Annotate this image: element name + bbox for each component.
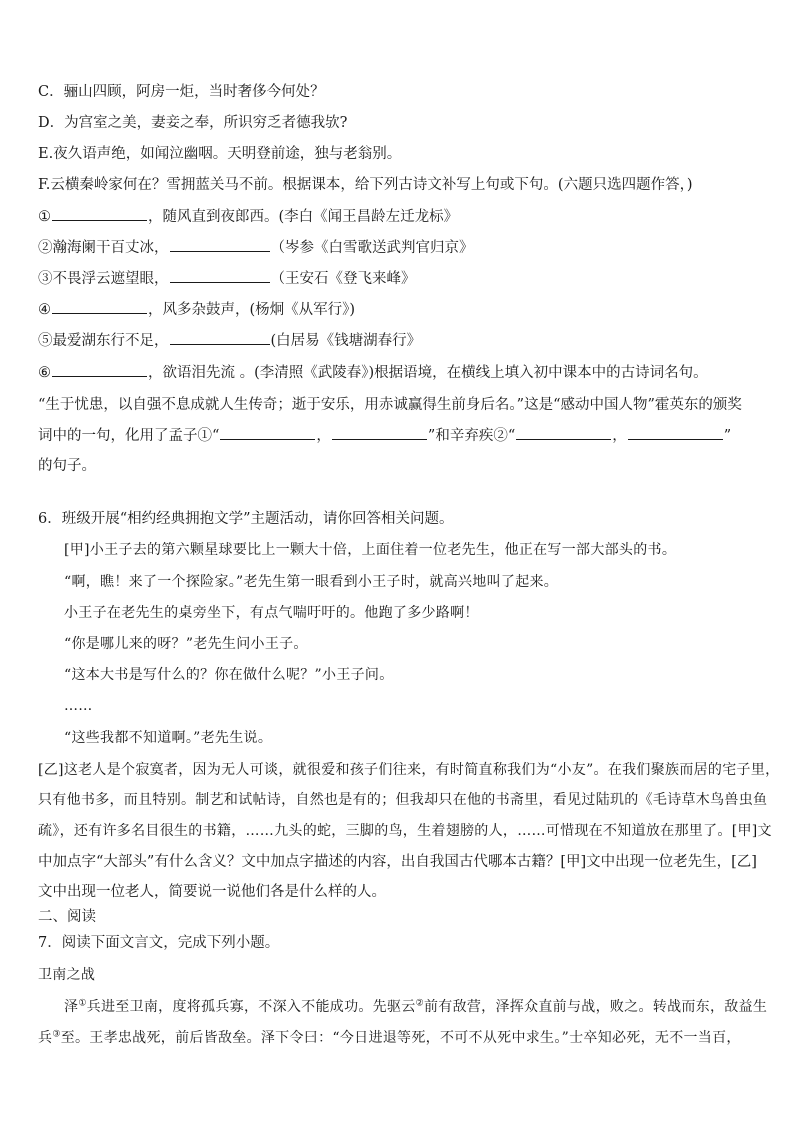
fill-item-6-number: ⑥ [38,365,51,381]
answer-blank[interactable] [628,425,723,440]
footnote-marker: ② [415,998,424,1009]
answer-blank[interactable] [170,330,270,345]
fill-item-5 [38,330,758,351]
fill-item-2 [38,237,758,258]
answer-blank[interactable] [220,425,315,440]
fill-item-1 [38,206,758,227]
fill-item-3-source: （王安石《登飞来峰》 [270,271,416,287]
answer-blank[interactable] [332,425,427,440]
classical-text-segment: 兵 [38,1030,53,1046]
passage-jia-p1: [甲]小王子去的第六颗星球要比上一颗大十倍，上面住着一位老先生，他正在写一部大部头的书。 [64,542,677,558]
question-6-prompt-line-2: 文中出现一位老人，简要说一说他们各是什么样的人。 [38,884,386,900]
answer-blank[interactable] [52,362,147,377]
option-e: E.夜久语声绝，如闻泣幽咽。天明登前途，独与老翁别。 [38,146,402,162]
quote-line-2-start: 词中的一句，化用了孟子①“ [38,428,220,444]
section-2-heading: 二、阅读 [38,909,96,925]
question-6-title: 6．班级开展“相约经典拥抱文学”主题活动，请你回答相关问题。 [38,511,454,527]
classical-text-segment: 泽 [64,999,79,1015]
quote-close: ” [723,428,732,444]
passage-jia-p2: “啊，瞧！来了一个探险家。”老先生第一眼看到小王子时，就高兴地叫了起来。 [64,574,559,590]
fill-item-1-text: ，随风直到夜郎西。(李白《闻王昌龄左迁龙标》 [148,209,459,225]
classical-text-line-1 [64,997,768,1017]
fill-item-3 [38,268,758,289]
passage-yi-line-3: 疏》，还有许多名目很生的书籍，……九头的蛇，三脚的鸟，生着翅膀的人，……可惜现在不知道放在那里了。[甲]文 [38,823,772,839]
fill-item-6 [38,362,758,383]
classical-text-line-2 [38,1028,758,1048]
option-c: C．骊山四顾，阿房一炬，当时奢侈今何处？ [38,84,325,100]
classical-text-segment: 至。王孝忠战死，前后皆敌垒。泽下令曰：“今日进退等死，不可不从死中求生。”士卒知必死，无不一当百， [60,1030,741,1046]
quote-comma: ， [612,428,627,444]
question-7-title: 7．阅读下面文言文，完成下列小题。 [38,935,280,951]
classical-text-segment: 兵进至卫南，度将孤兵寡，不深入不能成功。先驱云 [86,999,416,1015]
passage-yi-line-2: 只有他书多，而且特别。制艺和试帖诗，自然也是有的；但我却只在他的书斋里，看见过陆玑的《毛诗草木鸟兽虫鱼 [38,792,768,808]
passage-jia-p7: “这些我都不知道啊。”老先生说。 [64,730,273,746]
answer-blank[interactable] [52,299,147,314]
classical-text-segment: 前有敌营，泽挥众直前与战，败之。转战而东，敌益生 [423,999,768,1015]
option-f: F.云横秦岭家何在？雪拥蓝关马不前。根据课本，给下列古诗文补写上句或下句。(六题只选四题作答，) [38,177,693,193]
answer-blank[interactable] [52,206,147,221]
quote-line-2 [38,425,758,446]
passage-jia-p3: 小王子在老先生的桌旁坐下，有点气喘吁吁的。他跑了多少路啊！ [64,605,479,621]
quote-line-3: 的句子。 [38,458,96,474]
answer-blank[interactable] [170,268,270,283]
passage-jia-p4: “你是哪儿来的呀？”老先生问小王子。 [64,636,308,652]
question-6-prompt-line-1: 中加点字“大部头”有什么含义？文中加点字描述的内容，出自我国古代哪本古籍？[甲]文中出现一位老先生，[乙] [38,854,757,870]
option-d: D．为宫室之美，妻妾之奉，所识穷乏者德我欤? [38,115,348,131]
fill-item-4-number: ④ [38,302,51,318]
fill-item-4-text: ，风多杂鼓声，(杨炯《从军行》) [148,302,356,318]
fill-item-2-text: ②瀚海阑干百丈冰， [38,240,169,256]
fill-item-1-number: ① [38,209,51,225]
quote-line-2-middle: ”和辛弃疾②“ [427,428,516,444]
quote-comma: ， [316,428,331,444]
footnote-marker: ③ [52,1029,61,1040]
answer-blank[interactable] [516,425,611,440]
answer-blank[interactable] [170,237,270,252]
quote-line-1: “生于忧患，以自强不息成就人生传奇；逝于安乐，用赤诚赢得生前身后名。”这是“感动中国人物”霍英东的颁奖 [38,397,742,413]
footnote-marker: ① [78,998,87,1009]
fill-item-2-source: （岑参《白雪歌送武判官归京》 [270,240,474,256]
fill-item-3-text: ③不畏浮云遮望眼， [38,271,169,287]
passage-yi-line-1: [乙]这老人是个寂寞者，因为无人可谈，就很爱和孩子们往来，有时简直称我们为“小友”。在我们聚族而居的宅子里， [38,762,780,778]
passage-title: 卫南之战 [38,967,96,983]
fill-item-5-text: ⑤最爱湖东行不足， [38,333,169,349]
fill-item-6-text: ，欲语泪先流 。(李清照《武陵春》)根据语境，在横线上填入初中课本中的古诗词名句。 [148,365,708,381]
passage-jia-ellipsis: …… [64,698,93,714]
fill-item-4 [38,299,758,320]
fill-item-5-source: (白居易《钱塘湖春行》 [270,333,422,349]
passage-jia-p5: “这本大书是写什么的？你在做什么呢？”小王子问。 [64,667,394,683]
